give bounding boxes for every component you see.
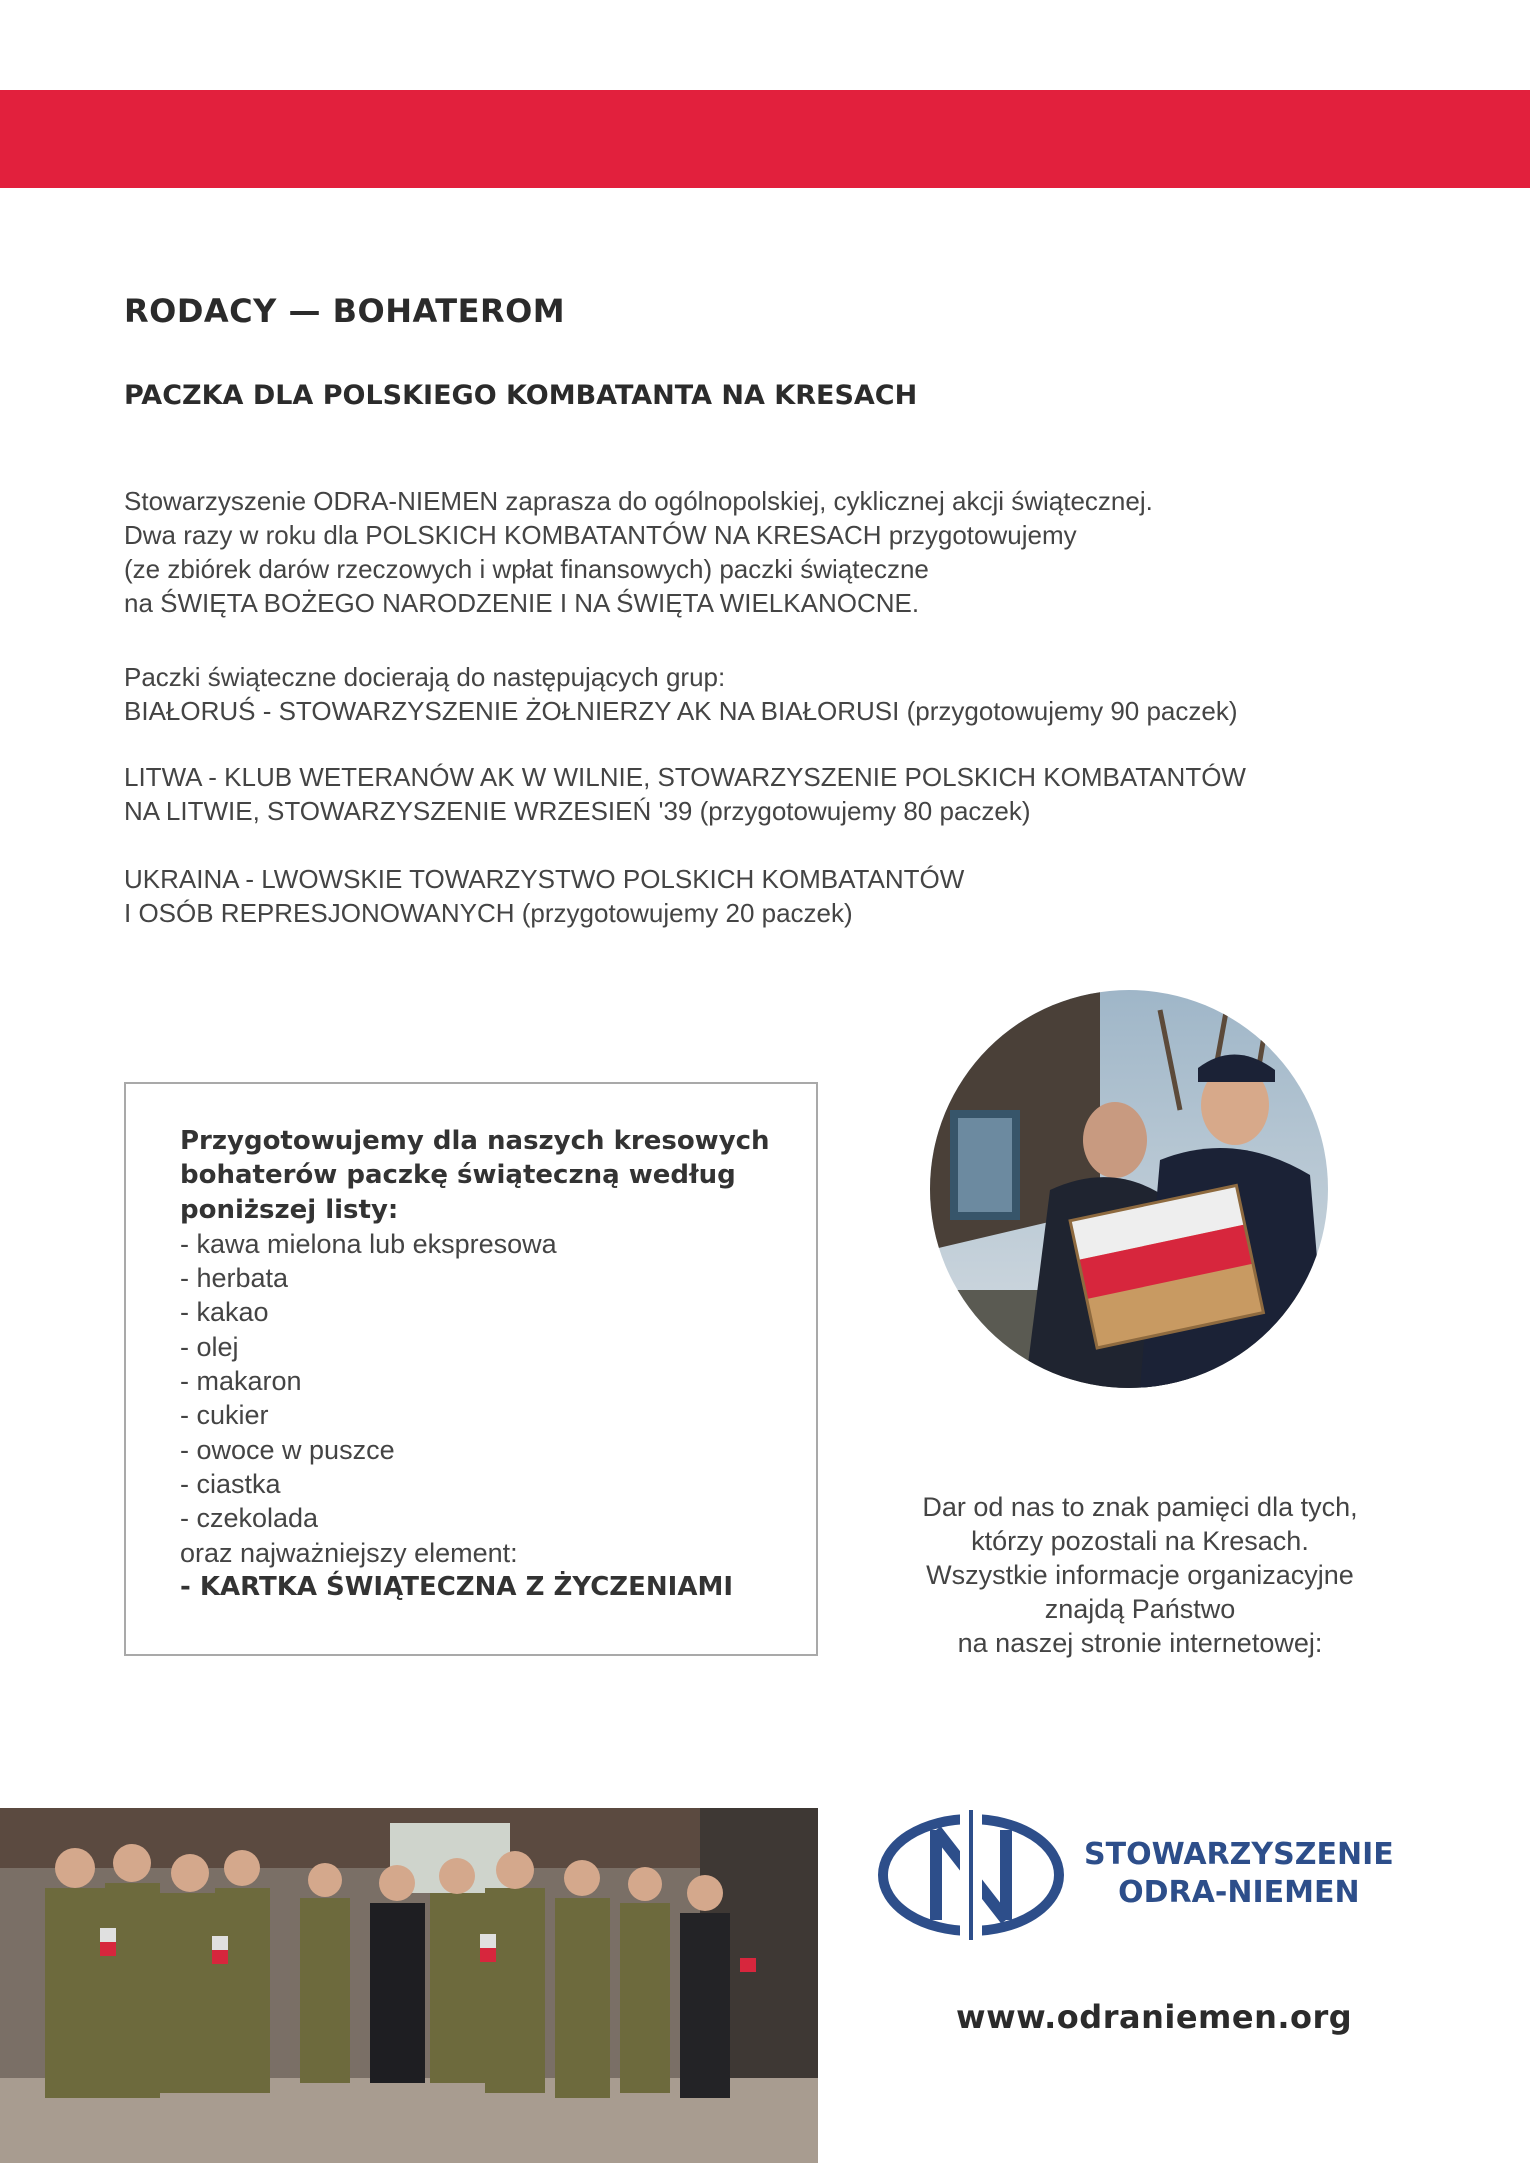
organization-logo xyxy=(876,1810,1436,1940)
list-item: - cukier xyxy=(180,1400,269,1431)
list-heading-line: poniższej listy: xyxy=(180,1194,399,1225)
info-line: znajdą Państwo xyxy=(1044,1594,1236,1624)
list-item: - herbata xyxy=(180,1263,289,1294)
package-list xyxy=(180,1124,770,1604)
volunteers-photo xyxy=(930,990,1328,1388)
list-item: - kakao xyxy=(180,1297,269,1328)
odra-niemen-emblem-icon xyxy=(876,1810,1066,1940)
logo-line: STOWARZYSZENIE xyxy=(1084,1837,1394,1872)
package-list-box xyxy=(124,1082,818,1656)
list-item: - czekolada xyxy=(180,1503,319,1534)
list-item: - kawa mielona lub ekspresowa xyxy=(180,1228,557,1259)
group-ukraina xyxy=(124,862,964,930)
list-item: - owoce w puszce xyxy=(180,1434,395,1465)
intro-line: Stowarzyszenie ODRA-NIEMEN zaprasza do ogólnopolskiej, cyklicznej akcji świątecznej. xyxy=(124,486,1153,516)
page-title: RODACY — BOHATEROM xyxy=(124,292,566,330)
group-litwa-line: LITWA - KLUB WETERANÓW AK W WILNIE, STOWARZYSZENIE POLSKICH KOMBATANTÓW xyxy=(124,762,1246,792)
list-item: - makaron xyxy=(180,1366,302,1397)
info-line: którzy pozostali na Kresach. xyxy=(971,1526,1309,1556)
red-banner xyxy=(0,90,1530,188)
info-line: Dar od nas to znak pamięci dla tych, xyxy=(922,1492,1358,1522)
info-text xyxy=(860,1490,1420,1660)
intro-line: (ze zbiórek darów rzeczowych i wpłat finansowych) paczki świąteczne xyxy=(124,554,929,584)
group-ukraina-line: I OSÓB REPRESJONOWANYCH (przygotowujemy 20 paczek) xyxy=(124,898,853,928)
list-highlight: - KARTKA ŚWIĄTECZNA Z ŻYCZENIAMI xyxy=(180,1571,734,1602)
list-heading-line: bohaterów paczkę świąteczną według xyxy=(180,1160,736,1191)
logo-line: ODRA-NIEMEN xyxy=(1118,1875,1360,1910)
list-outro: oraz najważniejszy element: xyxy=(180,1537,518,1568)
intro-line: Dwa razy w roku dla POLSKICH KOMBATANTÓW NA KRESACH przygotowujemy xyxy=(124,520,1077,550)
info-line: na naszej stronie internetowej: xyxy=(957,1628,1323,1658)
groups-paragraph xyxy=(124,660,1238,728)
info-line: Wszystkie informacje organizacyjne xyxy=(926,1560,1354,1590)
page-subtitle: PACZKA DLA POLSKIEGO KOMBATANTA NA KRESACH xyxy=(124,380,918,411)
veterans-group-photo xyxy=(0,1808,818,2163)
intro-paragraph xyxy=(124,484,1153,620)
groups-intro: Paczki świąteczne docierają do następujących grup: xyxy=(124,662,726,692)
intro-line: na ŚWIĘTA BOŻEGO NARODZENIE I NA ŚWIĘTA WIELKANOCNE. xyxy=(124,588,920,618)
group-bialorus: BIAŁORUŚ - STOWARZYSZENIE ŻOŁNIERZY AK NA BIAŁORUSI (przygotowujemy 90 paczek) xyxy=(124,696,1238,726)
website-link[interactable]: www.odraniemen.org xyxy=(956,1998,1353,2036)
group-litwa xyxy=(124,760,1246,828)
list-item: - olej xyxy=(180,1331,239,1362)
list-heading-line: Przygotowujemy dla naszych kresowych xyxy=(180,1126,770,1156)
group-ukraina-line: UKRAINA - LWOWSKIE TOWARZYSTWO POLSKICH KOMBATANTÓW xyxy=(124,864,965,894)
group-litwa-line: NA LITWIE, STOWARZYSZENIE WRZESIEŃ '39 (przygotowujemy 80 paczek) xyxy=(124,796,1031,826)
logo-text xyxy=(1084,1836,1394,1912)
list-item: - ciastka xyxy=(180,1468,281,1499)
